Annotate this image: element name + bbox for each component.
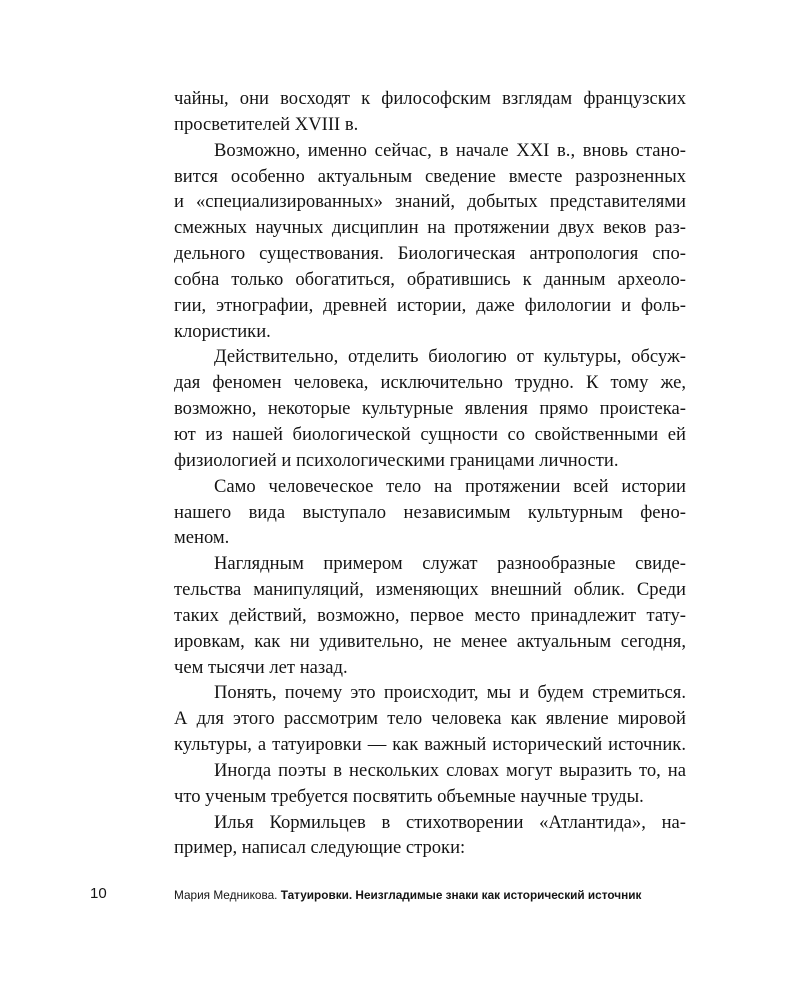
running-head-author: Мария Медникова. (174, 888, 278, 902)
text-line: таких действий, возможно, первое место принадлежит тату- (174, 604, 686, 626)
text-line: гии, этнографии, древней истории, даже филологии и фоль- (174, 294, 686, 316)
text-line: ют из нашей биологической сущности со свойственными ей (174, 423, 686, 445)
page-number: 10 (90, 885, 107, 902)
text-line: Само человеческое тело на протяжении всей истории (214, 475, 686, 497)
text-line: собна только обогатиться, обратившись к данным археоло- (174, 268, 686, 290)
text-line: пример, написал следующие строки: (174, 837, 466, 859)
page-footer (0, 884, 800, 904)
text-line: чем тысячи лет назад. (174, 656, 348, 678)
text-line: Понять, почему это происходит, мы и будем стремиться. (214, 682, 686, 704)
text-line: вится особенно актуальным сведение вместе разрозненных (174, 165, 686, 187)
text-line: физиологией и психологическими границами личности. (174, 449, 619, 471)
text-line: Возможно, именно сейчас, в начале XXI в., вновь стано- (214, 139, 686, 161)
text-line: чайны, они восходят к философским взглядам французских (174, 88, 686, 109)
text-line: тельства манипуляций, изменяющих внешний облик. Среди (174, 579, 686, 601)
text-line: дая феномен человека, исключительно трудно. К тому же, (174, 372, 686, 394)
text-line: ировкам, как ни удивительно, не менее актуальным сегодня, (174, 630, 686, 652)
running-head (174, 885, 641, 905)
text-line: возможно, некоторые культурные явления прямо проистека- (174, 398, 686, 420)
text-line: меном. (174, 527, 230, 549)
text-line: культуры, а татуировки — как важный исторический источник. (174, 734, 686, 756)
text-line: А для этого рассмотрим тело человека как явление мировой (174, 708, 686, 730)
text-line: Илья Кормильцев в стихотворении «Атлантида», на- (214, 811, 686, 833)
text-line: нашего вида выступало независимым культурным фено- (174, 501, 686, 523)
text-line: Наглядным примером служат разнообразные свиде- (214, 553, 686, 575)
text-line: Иногда поэты в нескольких словах могут выразить то, на (214, 759, 686, 781)
text-line: и «специализированных» знаний, добытых представителями (174, 191, 686, 213)
body-text (174, 86, 686, 861)
text-line: просветителей XVIII в. (174, 113, 359, 135)
text-line: что ученым требуется посвятить объемные научные труды. (174, 785, 644, 807)
text-line: клористики. (174, 320, 271, 342)
running-head-title: Татуировки. Неизгладимые знаки как исторический источник (280, 888, 642, 902)
text-line: смежных научных дисциплин на протяжении двух веков раз- (174, 217, 686, 239)
text-line: Действительно, отделить биологию от культуры, обсуж- (214, 346, 686, 368)
text-line: дельного существования. Биологическая антропология спо- (174, 243, 686, 265)
